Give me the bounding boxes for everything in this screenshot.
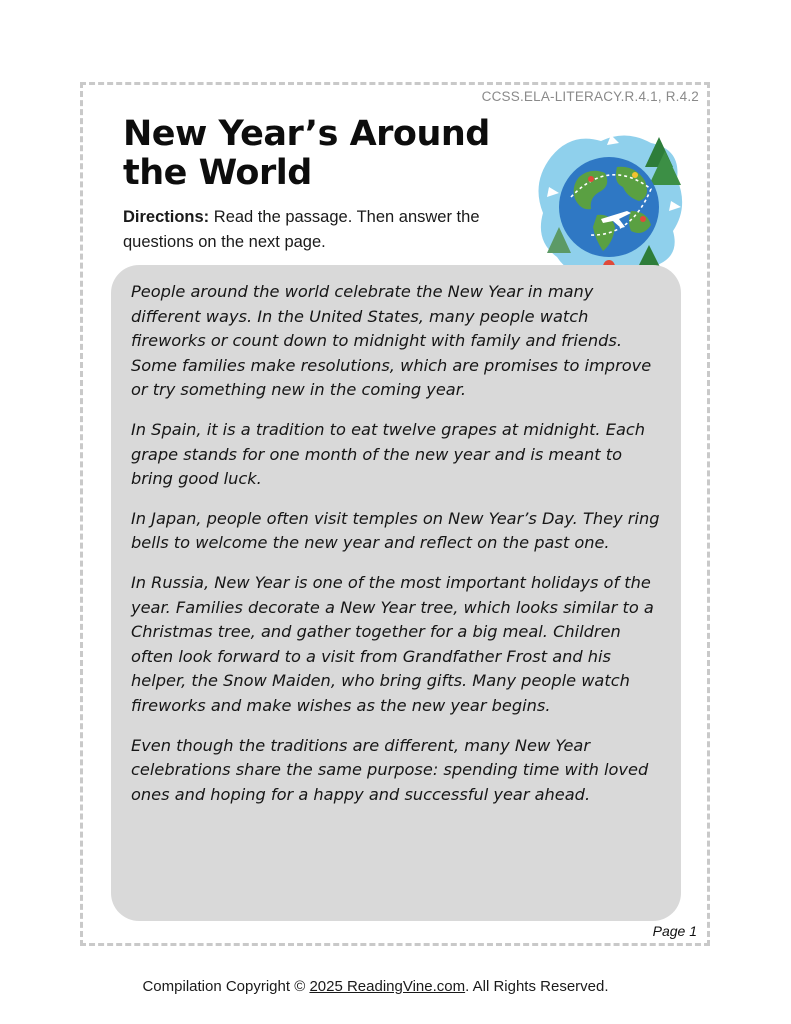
directions-label: Directions: xyxy=(123,208,210,226)
reading-passage xyxy=(111,265,681,921)
footer-suffix: . All Rights Reserved. xyxy=(465,978,609,995)
worksheet-frame xyxy=(80,82,710,946)
passage-paragraph: Even though the traditions are different, many New Year celebrations share the same purpose: spending time with loved ones and hoping for a happy and successful year ahead. xyxy=(131,735,649,804)
standard-code: CCSS.ELA-LITERACY.R.4.1, R.4.2 xyxy=(481,89,699,104)
globe-icon xyxy=(531,127,687,283)
copyright-footer xyxy=(0,978,751,995)
footer-link[interactable]: 2025 ReadingVine.com xyxy=(309,978,466,995)
passage-paragraph: In Japan, people often visit temples on New Year’s Day. They ring bells to welcome the new year and reflect on the past one. xyxy=(131,508,660,553)
footer-prefix: Compilation Copyright © xyxy=(142,978,310,995)
directions xyxy=(123,205,533,255)
passage-paragraph: In Russia, New Year is one of the most important holidays of the year. Families decorate a New Year tree, which looks similar to a Christmas tree, and gather together for a big meal. Children often look forward to a visit from Grandfather Frost and his helper, the Snow Maiden, who bring gifts. Many people watch fireworks and make wishes as the new year begins. xyxy=(131,572,654,715)
passage-paragraph: In Spain, it is a tradition to eat twelve grapes at midnight. Each grape stands for one month of the new year and is meant to bring good luck. xyxy=(131,419,646,489)
directions-text: Read the passage. Then answer the questions on the next page. xyxy=(123,208,480,251)
page-title: New Year’s Around the World xyxy=(123,114,490,193)
page-number: Page 1 xyxy=(652,923,697,939)
passage-paragraph: People around the world celebrate the New Year in many different ways. In the United States, many people watch fireworks or count down to midnight with family and friends. Some families make resolutions, which are promises to improve or try something new in the coming year. xyxy=(131,282,652,400)
